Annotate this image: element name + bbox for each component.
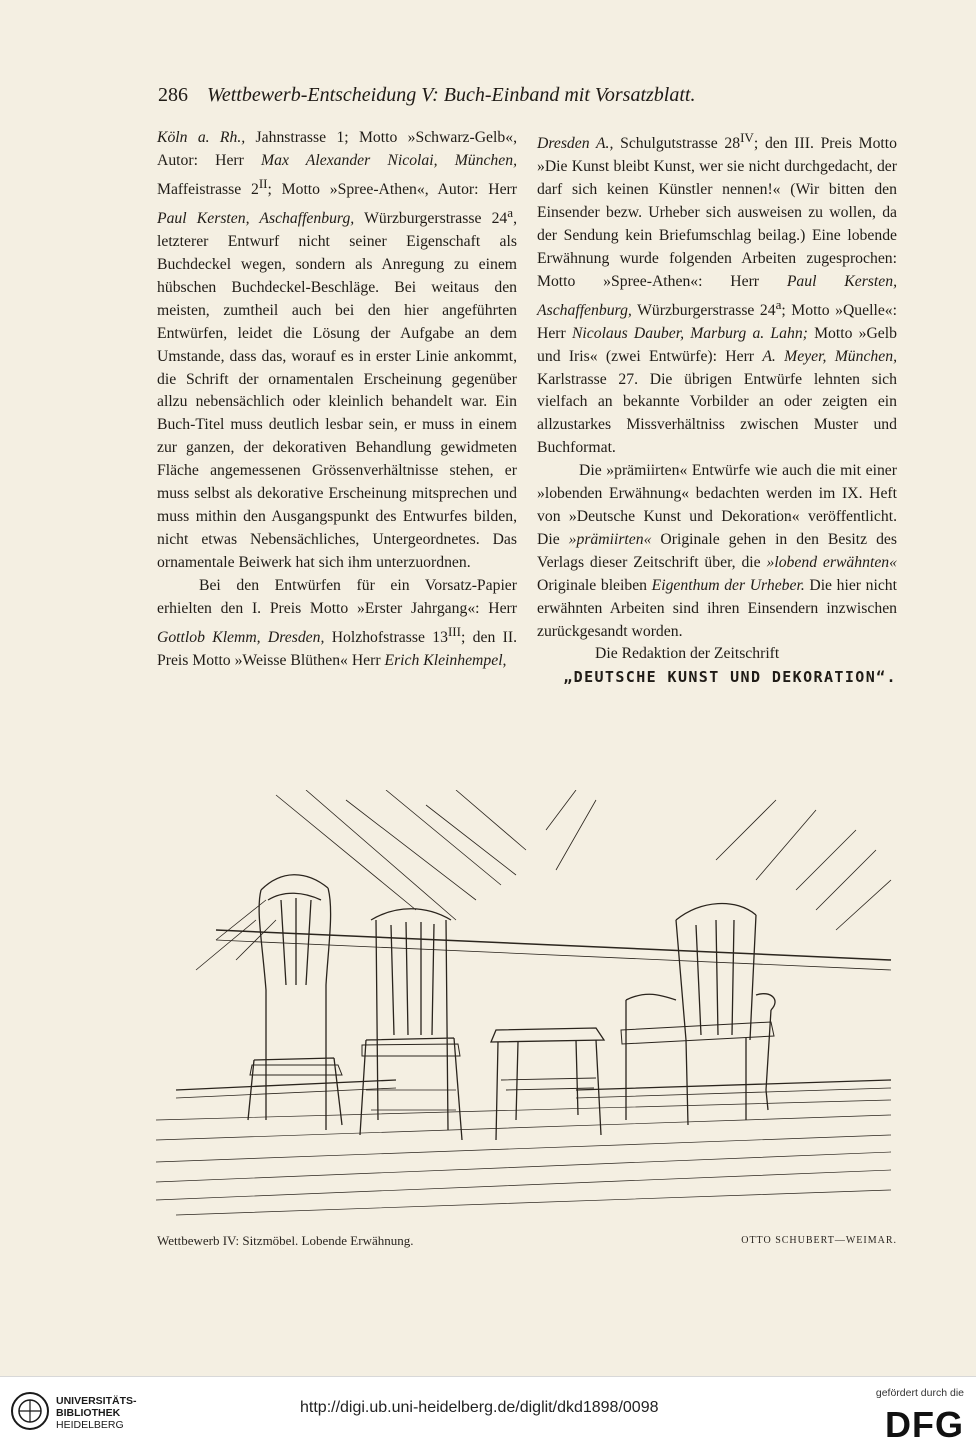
text-span: Dresden A.,: [537, 135, 614, 153]
chairs-illustration: [156, 790, 898, 1220]
text-span: Originale gehen in den Besitz des Verlags dieser Zeitschrift über, die: [537, 530, 897, 571]
page-number: 286: [158, 84, 188, 106]
library-name: [56, 1395, 137, 1431]
text-span: ; den III. Preis Motto »Die Kunst bleibt Kunst, wer sie nicht durchgedacht, der darf sich keinen Künstler nennen!« (Wir bitten den Einsender bezw. Urheber sich ausweisen zu wollen, da der Sendung kein Briefumschlag beilag.) Eine lobende Erwähnung wurde folgenden Arbeiten zugesprochen: Motto »Spree-Athen«: Herr: [537, 135, 897, 290]
right-column: [537, 127, 897, 689]
caption-title: Wettbewerb IV: Sitzmöbel. Lobende Erwähnung.: [157, 1233, 414, 1248]
text-span: Karlstrasse 27. Die übrigen Entwürfe lehnten sich vielfach an bekannte Vorbilder an oder zeigten ein allzustarkes Missverhältniss zwischen Muster und Buchformat.: [537, 370, 897, 457]
library-line: BIBLIOTHEK: [56, 1407, 121, 1419]
text-span: Eigenthum der Urheber.: [651, 576, 805, 594]
left-paragraph-2: [157, 575, 517, 673]
left-paragraph-1: [157, 127, 517, 575]
magazine-signature: „DEUTSCHE KUNST UND DEKORATION“.: [563, 668, 897, 687]
funding-note: gefördert durch die: [875, 1387, 964, 1399]
superscript: a: [507, 204, 514, 220]
running-title: Wettbewerb-Entscheidung V: Buch-Einband mit Vorsatzblatt.: [207, 84, 696, 106]
superscript: II: [258, 175, 268, 191]
text-span: Maffeistrasse 2: [157, 181, 259, 199]
text-span: Motto »Gelb und Iris« (zwei Entwürfe): Herr: [537, 324, 897, 365]
editorial-note: Die Redaktion der Zeitschrift: [595, 645, 780, 663]
superscript: a: [775, 296, 782, 312]
text-span: ; Motto »Spree-Athen«, Autor: Herr: [267, 181, 517, 199]
right-paragraph-2: [537, 460, 897, 643]
text-span: Köln a. Rh.,: [157, 129, 246, 146]
text-span: Die hier nicht erwähnten Arbeiten sind ihren Einsendern inzwischen zurückgesandt worden.: [537, 576, 897, 640]
left-column: [157, 127, 517, 673]
superscript: IV: [740, 130, 754, 145]
text-span: Paul Kersten, Aschaffenburg,: [157, 210, 355, 228]
text-span: Gottlob Klemm, Dresden,: [157, 628, 325, 646]
permalink[interactable]: http://digi.ub.uni-heidelberg.de/diglit/dkd1898/0098: [300, 1399, 659, 1416]
text-span: Würzburgerstrasse 24: [631, 301, 776, 319]
text-span: Erich Kleinhempel,: [384, 651, 507, 669]
library-line: UNIVERSITÄTS-: [56, 1395, 137, 1407]
text-span: Nicolaus Dauber, Marburg a. Lahn;: [571, 324, 808, 342]
superscript: III: [447, 623, 462, 639]
text-span: Schulgutstrasse 28: [613, 135, 741, 153]
text-span: Max Alexander Nicolai, München,: [261, 151, 517, 169]
figure-caption: [157, 1233, 897, 1249]
text-span: »prämiirten«: [568, 530, 652, 548]
text-span: Holzhofstrasse 13: [324, 628, 448, 646]
funder-logo: DFG: [885, 1404, 964, 1445]
text-span: Paul Kersten, Aschaffenburg,: [537, 272, 898, 319]
library-line: HEIDELBERG: [56, 1419, 124, 1431]
viewer-footer: [0, 1376, 976, 1451]
text-span: Jahnstrasse 1; Motto »Schwarz-Gelb«, Autor: Herr: [157, 129, 517, 169]
right-paragraph-1: [537, 127, 897, 460]
text-span: Originale bleiben: [537, 576, 652, 594]
university-seal-icon: [10, 1391, 50, 1431]
text-span: Die »prämiirten« Entwürfe wie auch die mit einer »lobenden Erwähnung« bedachten werden im IX. Heft von »Deutsche Kunst und Dekoration« veröffentlicht. Die: [537, 462, 897, 548]
caption-credit: OTTO SCHUBERT—WEIMAR.: [741, 1235, 897, 1246]
text-span: Würzburgerstrasse 24: [354, 210, 508, 228]
text-span: »lobend erwähnten«: [766, 553, 897, 571]
text-span: ; den II. Preis Motto »Weisse Blüthen« Herr: [157, 628, 517, 669]
text-span: A. Meyer, München,: [762, 347, 897, 365]
text-span: , letzterer Entwurf nicht seiner Eigenschaft als Buchdeckel wegen, sondern als Anregung zu einem hübschen Buchdeckel-Beschläge. Bei weitaus den meisten, zumtheil auch bei den hier angeführten Entwürfen, leidet die Lösung der Aufgabe an dem Umstande, dass das, worauf es in erster Linie ankommt, die Schrift der ornamentalen Erscheinung gegenüber allzu nebensächlich oder kleinlich behandelt war. Ein Buch-Titel muss deutlich lesbar sein, er muss in einem zur ganzen, der dekorativen Behandlung gewidmeten Fläche angemessenen Grössenverhältnisse stehen, er muss selbst als dekorative Erscheinung mitsprechen und muss mithin den Ausgangspunkt des Entwurfes bilden, nicht etwas Nebensächliches, Untergeordnetes. Das ornamentale Beiwerk hat sich ihm unterzuordnen.: [157, 210, 517, 571]
text-span: Bei den Entwürfen für ein Vorsatz-Papier erhielten den I. Preis Motto »Erster Jahrgang«: Herr: [157, 576, 517, 617]
running-header: [158, 84, 898, 107]
text-span: ; Motto »Quelle«: Herr: [537, 301, 897, 342]
